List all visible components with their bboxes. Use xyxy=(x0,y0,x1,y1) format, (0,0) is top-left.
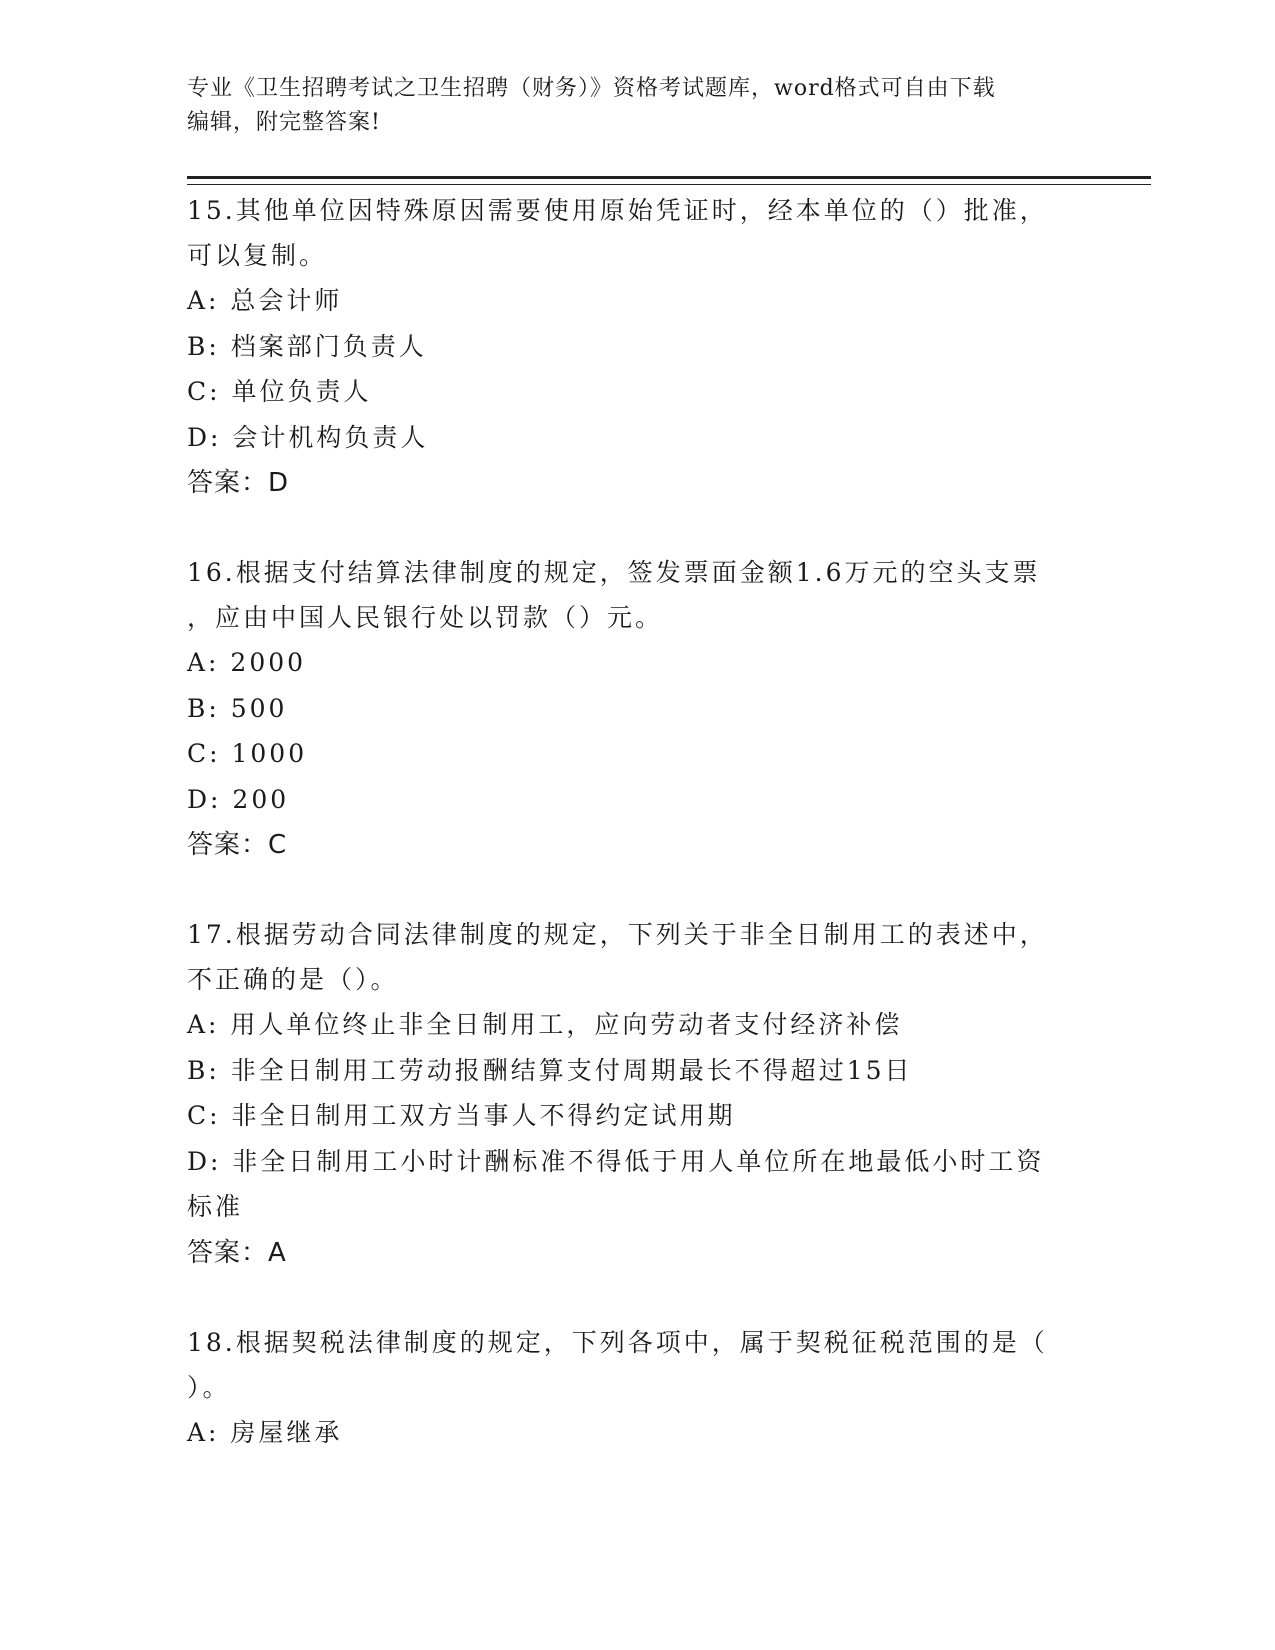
answer-line: 答案：C xyxy=(187,830,288,860)
question-text xyxy=(187,188,1087,278)
question-text xyxy=(187,912,1087,1002)
option-a: A: 2000 xyxy=(187,648,307,677)
question-text xyxy=(187,1320,1087,1410)
option-d-continuation: 标准 xyxy=(187,1192,244,1221)
question-text-line: 16.根据支付结算法律制度的规定，签发票面金额1.6万元的空头支票 xyxy=(187,558,1041,587)
question-text-line: 不正确的是（）。 xyxy=(187,965,399,994)
question-18 xyxy=(187,1320,1087,1456)
question-text-line: ）。 xyxy=(187,1372,231,1402)
question-text xyxy=(187,550,1087,640)
question-17 xyxy=(187,912,1087,1276)
option-c: C: 1000 xyxy=(187,739,308,768)
option-d: D: 200 xyxy=(187,784,290,814)
question-16 xyxy=(187,550,1087,868)
option-b: B: 档案部门负责人 xyxy=(187,331,427,361)
answer-line: 答案：D xyxy=(187,468,290,498)
option-d: D: 非全日制用工小时计酬标准不得低于用人单位所在地最低小时工资 xyxy=(187,1146,1045,1176)
question-15 xyxy=(187,188,1087,506)
option-b: B: 非全日制用工劳动报酬结算支付周期最长不得超过15日 xyxy=(187,1055,913,1085)
document-header xyxy=(187,72,1067,140)
option-a: A: 用人单位终止非全日制用工，应向劳动者支付经济补偿 xyxy=(187,1010,903,1039)
option-c: C: 单位负责人 xyxy=(187,377,372,406)
header-divider-thin xyxy=(187,184,1151,185)
header-divider-thick xyxy=(187,176,1151,179)
question-text-line: 17.根据劳动合同法律制度的规定，下列关于非全日制用工的表述中， xyxy=(187,920,1048,949)
answer-line: 答案：A xyxy=(187,1237,287,1268)
question-text-line: ，应由中国人民银行处以罚款（）元。 xyxy=(187,603,664,632)
question-list xyxy=(187,188,1087,1499)
option-a: A: 房屋继承 xyxy=(187,1417,343,1447)
question-text-line: 15.其他单位因特殊原因需要使用原始凭证时，经本单位的（）批准， xyxy=(187,196,1048,225)
option-c: C: 非全日制用工双方当事人不得约定试用期 xyxy=(187,1101,736,1130)
question-text-line: 18.根据契税法律制度的规定，下列各项中，属于契税征税范围的是（ xyxy=(187,1327,1048,1357)
option-a: A: 总会计师 xyxy=(187,286,343,315)
option-d: D: 会计机构负责人 xyxy=(187,422,429,452)
header-line-1: 专业《卫生招聘考试之卫生招聘（财务）》资格考试题库，word格式可自由下载 xyxy=(187,76,996,101)
question-text-line: 可以复制。 xyxy=(187,241,328,270)
option-b: B: 500 xyxy=(187,693,288,723)
header-line-2: 编辑，附完整答案! xyxy=(187,110,381,135)
